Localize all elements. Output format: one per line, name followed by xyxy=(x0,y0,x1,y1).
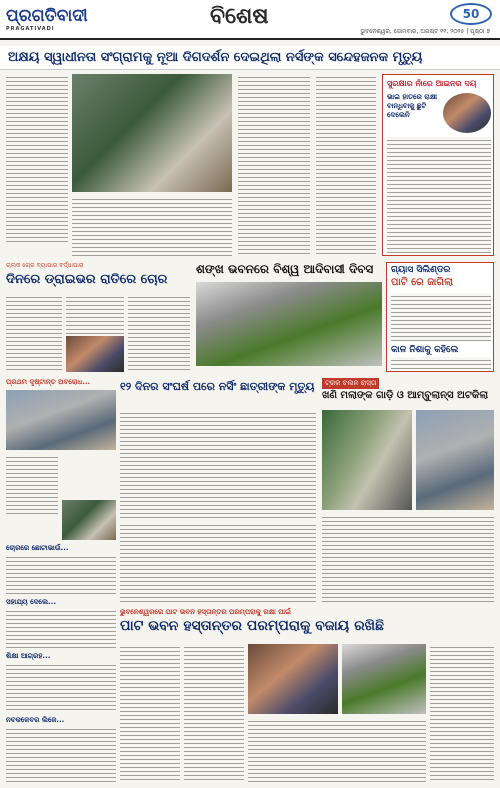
lead-rally-photo xyxy=(72,74,232,192)
middle-text-lower xyxy=(120,522,316,604)
sidebar-subtitle: ଭାଇ ହାତରେ ରାକ୍ଷୀ ବାନ୍ଧିବାକୁ ଛୁଟି ଦେଲେନି xyxy=(387,93,438,119)
dateline: ଭୁବନେଶ୍ୱର, ସୋମବାର, ଅଗଷ୍ଟ ୧୧, ୨୦୨୫ | ପୃଷ୍ଠା ୭ xyxy=(360,28,490,35)
lead-col-4 xyxy=(316,74,376,256)
masthead xyxy=(0,0,500,40)
mid-headline: ଶଙ୍ଖ ଭବନରେ ବିଶ୍ୱ ଆଦିବାସୀ ଦିବସ xyxy=(196,262,374,276)
right-kicker: ଗ୍ୟାସ ସିଲିଣ୍ଡର xyxy=(391,265,451,275)
right-box xyxy=(386,262,494,372)
lead-headline: ଅକ୍ଷୟ ସ୍ୱାଧୀନତା ସଂଗ୍ରାମକୁ ନୂଆ ଦିଗଦର୍ଶନ ଦେଇଥିଲା ନର୍ସଙ୍କ ସନ୍ଦେହଜନକ ମୃତ୍ୟୁ xyxy=(8,50,423,65)
sidebar-title: ସୁରକ୍ଷାର ନାଁରେ ଆଇନର ଦୟ xyxy=(387,79,477,88)
lead-left-text xyxy=(6,74,68,244)
right-text xyxy=(391,293,491,341)
lead-body-text xyxy=(72,196,232,256)
left-head-4: ନବକଳେବର ଲିଜେ... xyxy=(6,716,65,724)
landslide-photo xyxy=(322,410,412,510)
brand-name: ପ୍ରଗତିବାଦୀ xyxy=(6,6,88,26)
left-head-3: ଶିକ୍ଷା ଆଗ୍ରହ... xyxy=(6,652,51,660)
brand-logo xyxy=(6,6,136,32)
bottom-headline: ପାଟ ଭବନ ହସ୍ତାନ୍ତର ପରମ୍ପରାକୁ ବଜାୟ ରଖିଛି xyxy=(120,618,385,634)
second-headline: ଦିନରେ ଡ୍ରାଇଭର ରାତିରେ ଚୋର xyxy=(6,272,168,287)
second-col-1 xyxy=(6,294,62,372)
left-text-2 xyxy=(6,608,116,648)
third-col-1 xyxy=(6,454,58,514)
third-photo-1 xyxy=(6,390,116,450)
second-photo xyxy=(66,336,124,372)
bottom-text xyxy=(248,718,426,782)
third-label: ପ୍ରଥମ ଦୃଷ୍ଟାନ୍ତ ଅବରୋଧ... xyxy=(6,378,91,386)
anniversary-badge: 50 xyxy=(450,3,492,25)
second-col-2 xyxy=(66,294,124,334)
bottom-photo-1 xyxy=(248,644,338,714)
left-head-1: ଚୋରରେ ଛୋଟାଭାଉଁ... xyxy=(6,544,69,552)
bottom-col-1 xyxy=(120,644,180,782)
third-body xyxy=(120,410,316,518)
section-title: ବିଶେଷ xyxy=(210,4,269,29)
date-text: ଭୁବନେଶ୍ୱର, ସୋମବାର, ଅଗଷ୍ଟ ୧୧, ୨୦୨୫ xyxy=(360,28,465,35)
second-kicker: ଚାଲକ ଚୋର ବ୍ୟାପାର ବର୍ଦ୍ଧାପାରା xyxy=(6,262,84,269)
bottom-kicker: ଭୁବନେଶ୍ୱରରେ ପାଟ ଭବନ ହସ୍ତାନ୍ତର ପରମ୍ପରାକୁ ରକ୍ଷା ପାଇଁ xyxy=(120,608,291,616)
third-headline: ୧୨ ଦିନର ସଂଘର୍ଷ ପରେ ନର୍ସିଂ ଛାତ୍ରୀଙ୍କ ମୃତ୍ୟୁ xyxy=(120,380,315,393)
left-head-2: ସହାଯ୍ୟ ଦେଲେ... xyxy=(6,598,57,606)
left-text-1 xyxy=(6,554,116,594)
sidebar-portrait xyxy=(443,93,491,133)
right-subtitle: କାଳ ନିଶାକୁ କହିଲେ xyxy=(391,345,459,355)
mid-event-photo xyxy=(196,282,382,366)
right-text-2 xyxy=(391,357,491,369)
right-title: ପାଟି ରେ ଜାଗିଲା xyxy=(391,277,453,288)
third-photo-2 xyxy=(62,500,116,540)
brand-sub: PRAGATIVADI xyxy=(6,26,55,32)
bottom-photo-2 xyxy=(342,644,426,714)
second-col-3 xyxy=(128,294,190,372)
lead-sidebar xyxy=(382,74,494,256)
third-right-text xyxy=(322,514,494,602)
third-right-kicker: ଟ୍ରକ ଚଲନ ରାସ୍ତା xyxy=(322,378,379,389)
page-number: ପୃଷ୍ଠା ୭ xyxy=(470,28,490,35)
lead-col-3 xyxy=(238,74,310,256)
bottom-col-right xyxy=(430,644,494,782)
third-right-headline: ଖଣି ମଲାଙ୍କ ଗାଡ଼ି ଓ ଆମ୍ବୁଲାନ୍ସ ଅଟକିଲା xyxy=(322,390,489,401)
sidebar-text xyxy=(387,137,491,253)
bottom-col-2 xyxy=(184,644,244,782)
left-text-4 xyxy=(6,726,116,782)
lead-headline-bar xyxy=(0,46,500,70)
left-text-3 xyxy=(6,662,116,712)
vehicle-photo xyxy=(416,410,494,510)
